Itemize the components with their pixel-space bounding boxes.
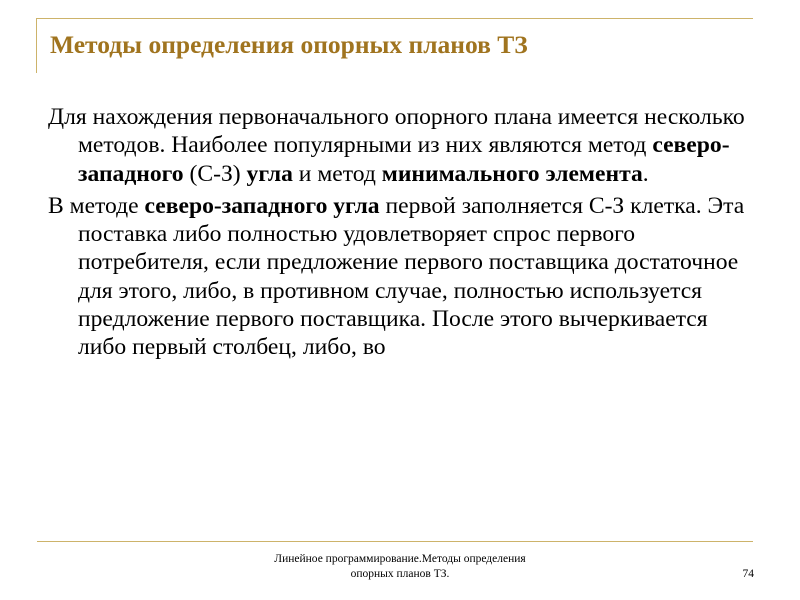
slide-body [48, 103, 760, 366]
paragraph-text: (С-З) [183, 160, 247, 187]
emphasis-term: минимального элемента [381, 160, 643, 187]
paragraph-text: и метод [292, 160, 382, 187]
paragraph-text: первой заполняется С-З клетка. Эта поставка либо полностью удовлетворяет спрос первого потребителя, если предложение первого поставщика достаточное для этого, либо, в противном случае, полностью используется предложение первого поставщика. После этого вычеркивается либо первый столбец, либо, во [78, 192, 745, 361]
emphasis-term: северо-западного [78, 132, 730, 187]
paragraph-text: В методе [48, 192, 145, 219]
slide-title: Методы определения опорных планов ТЗ [50, 30, 528, 59]
emphasis-term: северо-западного угла [144, 192, 380, 219]
paragraph-northwest-method [48, 192, 760, 362]
title-accent-line [36, 18, 37, 73]
footer-caption: Линейное программирование.Методы определения опорных планов ТЗ. [274, 553, 526, 580]
top-divider-line [37, 18, 753, 19]
paragraph-methods-intro [48, 103, 760, 188]
paragraph-text: . [642, 160, 649, 187]
paragraph-text: Для нахождения первоначального опорного плана имеется несколько методов. Наиболее популярными из них являются метод [48, 104, 745, 159]
emphasis-term: угла [246, 160, 293, 187]
footer-divider-line [37, 541, 753, 542]
page-number: 74 [742, 568, 754, 580]
